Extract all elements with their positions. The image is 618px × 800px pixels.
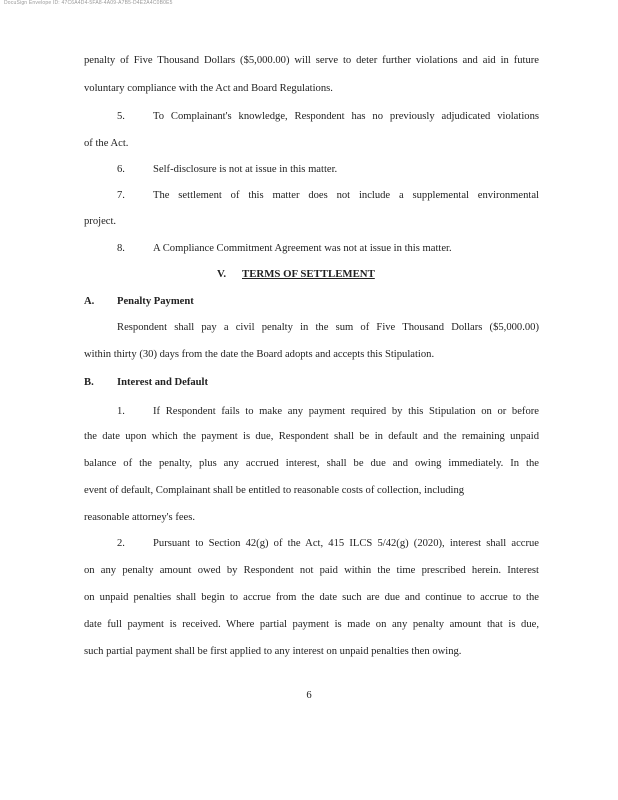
- interest-item-2-line-3: on unpaid penalties shall begin to accrue from the date such are due and continue to accrue to the: [84, 592, 539, 603]
- item-7-number: 7.: [117, 190, 125, 201]
- intro-line-2: voluntary compliance with the Act and Board Regulations.: [84, 83, 333, 94]
- interest-item-1-number: 1.: [117, 406, 125, 417]
- section-title: TERMS OF SETTLEMENT: [242, 268, 375, 280]
- interest-item-2-line-1: Pursuant to Section 42(g) of the Act, 415 ILCS 5/42(g) (2020), interest shall accrue: [153, 538, 539, 549]
- interest-item-2-number: 2.: [117, 538, 125, 549]
- item-5-line-1: To Complainant's knowledge, Respondent has no previously adjudicated violations: [153, 111, 539, 122]
- penalty-heading: Penalty Payment: [117, 296, 194, 307]
- item-5-number: 5.: [117, 111, 125, 122]
- interest-item-1-line-5: reasonable attorney's fees.: [84, 512, 196, 523]
- page-number: 6: [306, 690, 312, 701]
- intro-line-1: penalty of Five Thousand Dollars ($5,000.00) will serve to deter further violations and aid in future: [84, 55, 539, 66]
- item-6-line-1: Self-disclosure is not at issue in this matter.: [153, 164, 338, 175]
- penalty-line-2: within thirty (30) days from the date the Board adopts and accepts this Stipulation.: [84, 349, 435, 360]
- item-5-line-2: of the Act.: [84, 138, 129, 149]
- item-7-line-2: project.: [84, 216, 117, 227]
- interest-item-1-line-2: the date upon which the payment is due, Respondent shall be in default and the remaining unpaid: [84, 431, 539, 442]
- item-7-line-1: The settlement of this matter does not include a supplemental environmental: [153, 190, 539, 201]
- interest-item-1-line-3: balance of the penalty, plus any accrued interest, shall be due and owing immediately. In the: [84, 458, 539, 469]
- interest-heading: Interest and Default: [117, 377, 209, 388]
- interest-letter: B.: [84, 377, 94, 388]
- item-8-line-1: A Compliance Commitment Agreement was not at issue in this matter.: [153, 243, 452, 254]
- item-6-number: 6.: [117, 164, 125, 175]
- item-8-number: 8.: [117, 243, 125, 254]
- interest-item-1-line-4: event of default, Complainant shall be entitled to reasonable costs of collection, including: [84, 485, 465, 496]
- penalty-letter: A.: [84, 296, 95, 307]
- interest-item-2-line-5: such partial payment shall be first applied to any interest on unpaid penalties then owing.: [84, 646, 462, 657]
- section-number: V.: [217, 268, 227, 280]
- interest-item-1-line-1: If Respondent fails to make any payment required by this Stipulation on or before: [153, 406, 539, 417]
- docusign-envelope-id: DocuSign Envelope ID: 47C6A4D4-5FA8-4A09-A7B5-D4E2A4C0B0E5: [4, 0, 173, 6]
- interest-item-2-line-2: on any penalty amount owed by Respondent not paid within the time prescribed herein. Interest: [84, 565, 539, 576]
- penalty-line-1: Respondent shall pay a civil penalty in the sum of Five Thousand Dollars ($5,000.00): [117, 322, 539, 333]
- interest-item-2-line-4: date full payment is received. Where partial payment is made on any penalty amount that is due,: [84, 619, 539, 630]
